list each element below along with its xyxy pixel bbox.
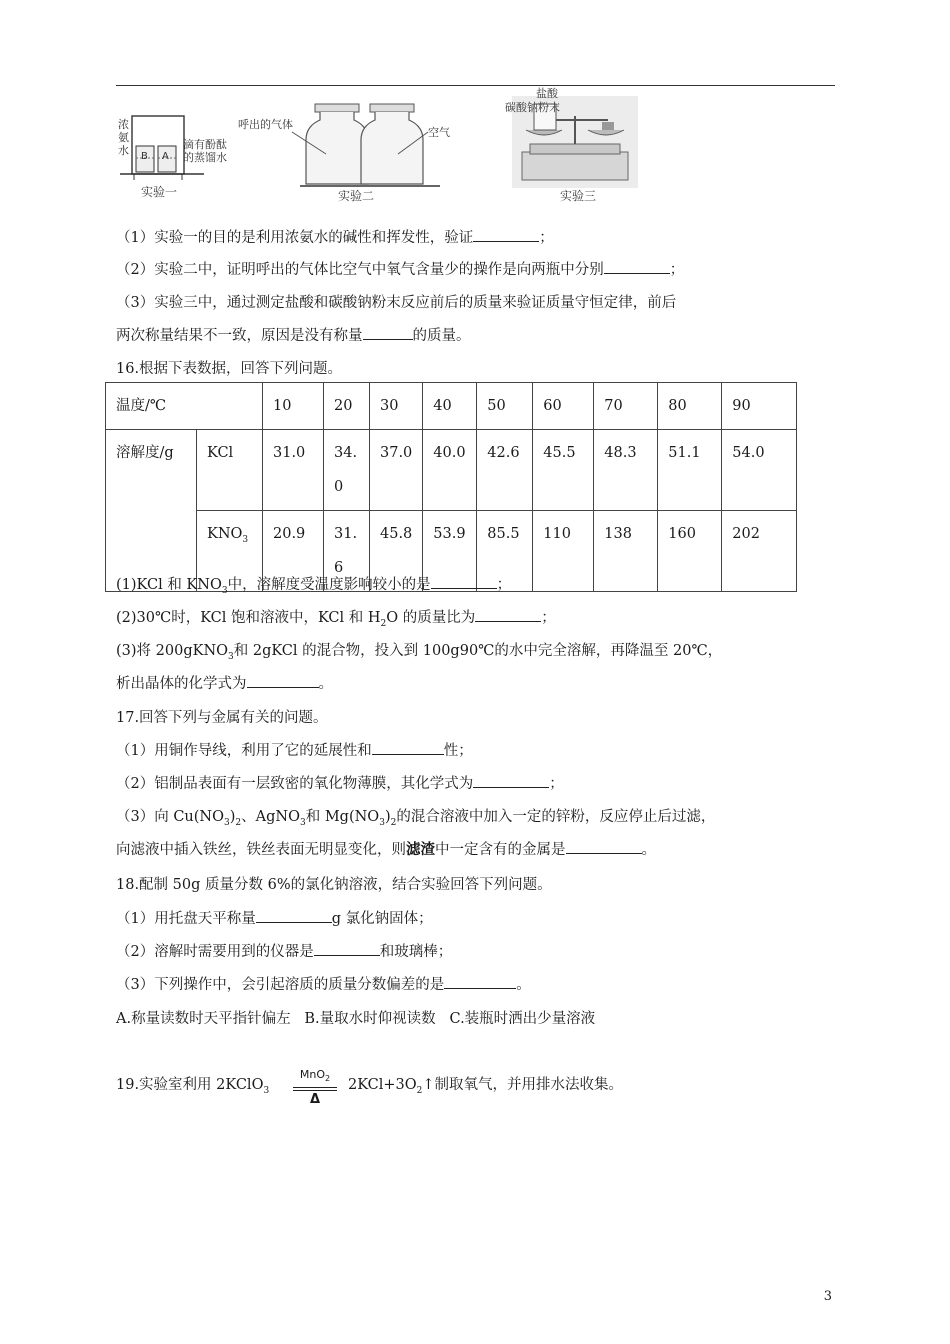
beaker-b-label: B [141,151,148,162]
table-cell: 30 [370,383,423,430]
table-cell: 51.1 [658,430,722,511]
q16-part2: (2)30℃时，KCl 饱和溶液中，KCl 和 $H_2O$ 的质量比为 ； [116,606,556,629]
exp3-caption: 实验三 [560,189,597,203]
table-cell: 202 [722,511,797,592]
q18-part1: （1）用托盘天平称量 g 氯化钠固体； [116,907,433,928]
table-cell: 10 [263,383,324,430]
exp3-label-acid: 盐酸 [536,87,558,100]
table-cell: 42.6 [477,430,533,511]
residue-emphasis: 滤渣 [406,842,435,858]
table-cell: 48.3 [594,430,658,511]
kcl-label: KCl [197,430,263,511]
q19-line: 19.实验室利用 2KClO$_3$ [116,1077,270,1096]
table-cell: 31.0 [263,430,324,511]
q19-products: $2KCl+3O_2↑$制取氧气，并用排水法收集。 [348,1077,624,1096]
catalyst-label: MnO$_2$ [299,1068,331,1084]
solubility-table [105,382,797,592]
q16-title: 16.根据下表数据，回答下列问题。 [116,361,343,377]
q18-part2: （2）溶解时需要用到的仪器是 和玻璃棒； [116,940,452,961]
exp1-left-label: 浓 氨 水 [118,118,129,157]
table-cell: 54.0 [722,430,797,511]
table-cell: 70 [594,383,658,430]
q18-title: 18.配制 50g 质量分数 6%的氯化钠溶液，结合实验回答下列问题。 [116,877,552,893]
table-cell: 20.9 [263,511,324,592]
heat-symbol: Δ [309,1092,321,1108]
table-cell: 138 [594,511,658,592]
header-rule [116,85,835,86]
page-number: 3 [823,1289,832,1304]
beaker-a-label: A [162,151,169,162]
exp2-left-label: 呼出的气体 [238,118,293,131]
q17-part1: （1）用铜作导线，利用了它的延展性和 性； [116,739,473,760]
table-cell: 90 [722,383,797,430]
q15-part3: （3）实验三中，通过测定盐酸和碳酸钠粉末反应前后的质量来验证质量守恒定律，前后 [116,295,677,311]
table-cell: 85.5 [477,511,533,592]
q16-part3: (3)将 200gKNO$_3$和 2gKCl 的混合物，投入到 100g90℃的水中完全溶解，再降温至 20℃， [116,643,723,662]
table-cell: 45.5 [533,430,594,511]
kno3-label: $KNO_3$ [197,511,263,592]
exp2-right-label: 空气 [428,126,450,139]
experiment-2-diagram [240,98,470,192]
table-cell: 50 [477,383,533,430]
table-cell: 40.0 [423,430,477,511]
q17-part3: （3）向 $Cu(NO_3)_2$、AgNO$_3$和 $Mg(NO_3)_2$的混合溶液中加入一定的锌粉，反应停止后过滤， [116,809,716,828]
table-row-kcl [106,430,797,511]
table-cell: 37.0 [370,430,423,511]
q18-part3: （3）下列操作中，会引起溶质的质量分数偏差的是 。 [116,973,531,994]
exp2-caption: 实验二 [338,189,375,203]
table-cell: 60 [533,383,594,430]
q16-part3-cont: 析出晶体的化学式为 。 [116,672,333,693]
table-row-temperature [106,383,797,430]
q15-part3-cont: 两次称量结果不一致，原因是没有称量 的质量。 [116,324,471,345]
q18-options: A.称量读数时天平指针偏左 B.量取水时仰视读数 C.装瓶时洒出少量溶液 [116,1011,596,1027]
solubility-header: 溶解度/g [106,430,197,592]
q17-part2: （2）铝制品表面有一层致密的氧化物薄膜，其化学式为 ； [116,772,564,793]
table-cell: 40 [423,383,477,430]
q17-title: 17.回答下列与金属有关的问题。 [116,710,328,726]
reaction-arrow-bar [293,1087,337,1091]
table-cell: 31. 6 [324,511,370,592]
exp1-caption: 实验一 [141,185,178,199]
exp3-label-powder: 碳酸钠粉末 [505,101,560,114]
exp1-right-label: 滴有酚酞 的蒸馏水 [183,138,227,164]
q15-part1: （1）实验一的目的是利用浓氨水的碱性和挥发性，验证 ； [116,226,554,247]
table-cell: 110 [533,511,594,592]
table-cell: 160 [658,511,722,592]
table-cell: 20 [324,383,370,430]
table-cell: 80 [658,383,722,430]
temp-header: 温度/℃ [106,383,263,430]
q16-part1: (1)KCl 和 $KNO_3$中，溶解度受温度影响较小的是 ； [116,573,511,596]
table-cell: 45.8 [370,511,423,592]
q17-part3-cont: 向滤液中插入铁丝，铁丝表面无明显变化，则滤渣中一定含有的金属是 。 [116,838,656,859]
q15-part2: （2）实验二中，证明呼出的气体比空气中氧气含量少的操作是向两瓶中分别 ； [116,258,684,279]
reaction-condition [293,1068,337,1107]
table-cell: 34. 0 [324,430,370,511]
table-cell: 53.9 [423,511,477,592]
